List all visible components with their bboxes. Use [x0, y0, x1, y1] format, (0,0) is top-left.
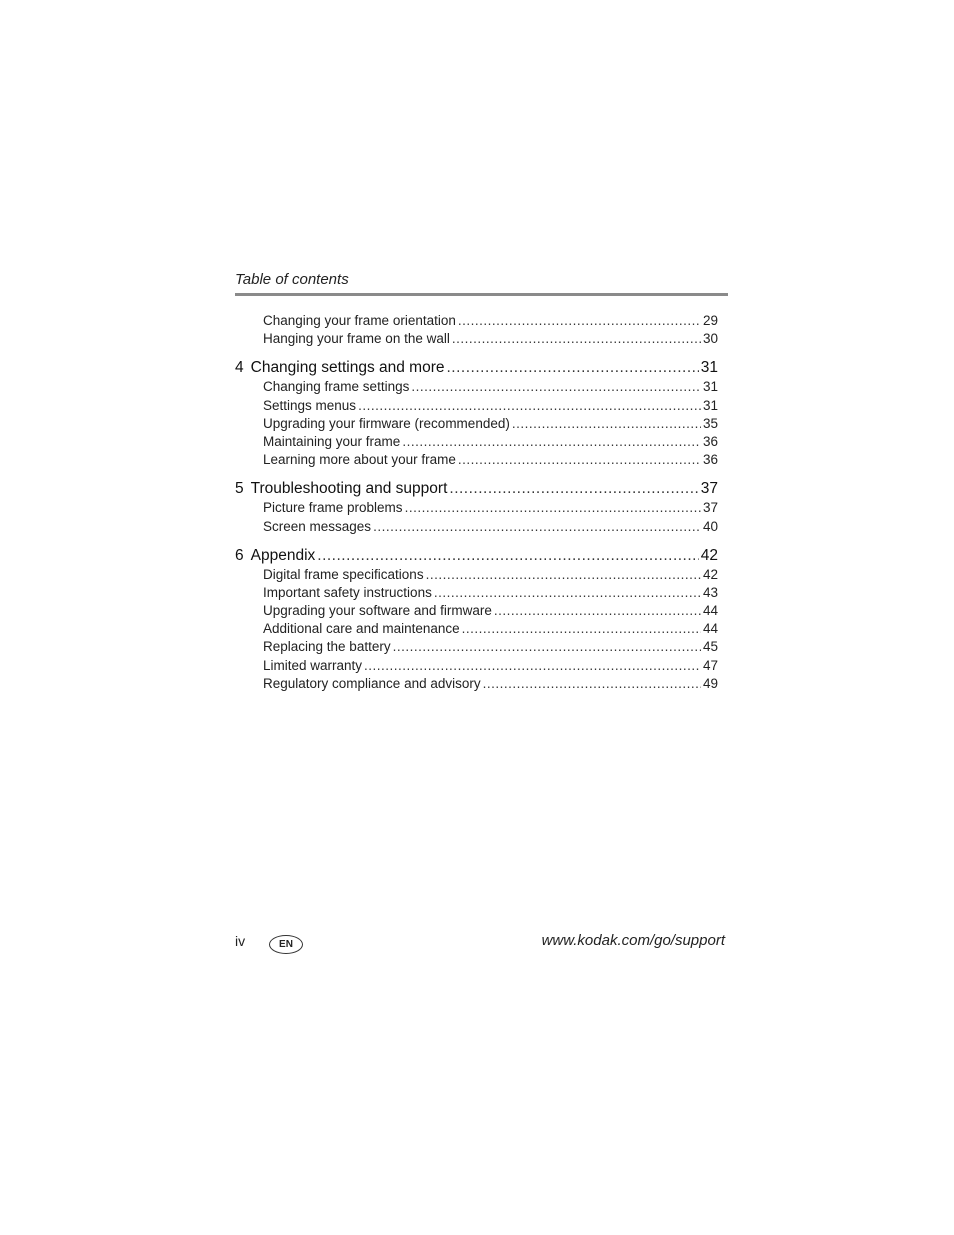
toc-page-number: 43 — [702, 584, 718, 600]
dot-leader — [434, 584, 701, 602]
support-url-link[interactable]: www.kodak.com/go/support — [541, 932, 725, 949]
toc-entry-title: Changing settings and more — [250, 359, 445, 377]
toc-section-entry[interactable] — [235, 415, 718, 433]
toc-page-number: 31 — [702, 397, 718, 413]
toc-page-number: 45 — [702, 639, 718, 655]
toc-page-number: 49 — [702, 675, 718, 691]
table-of-contents — [235, 312, 718, 693]
toc-section-entry[interactable] — [235, 451, 718, 469]
toc-section-entry[interactable] — [235, 584, 718, 602]
toc-entry-title: Troubleshooting and support — [250, 480, 448, 498]
toc-page-number: 36 — [702, 452, 718, 468]
toc-page-number: 31 — [702, 379, 718, 395]
toc-entry-title: Limited warranty — [263, 657, 363, 673]
dot-leader — [449, 479, 698, 499]
dot-leader — [462, 620, 701, 638]
toc-entry-title: Additional care and maintenance — [263, 621, 460, 637]
dot-leader — [452, 330, 701, 348]
dot-leader — [483, 675, 701, 693]
toc-page-number: 37 — [700, 480, 718, 498]
dot-leader — [458, 312, 701, 330]
toc-page-number: 30 — [702, 331, 718, 347]
toc-section-entry[interactable] — [235, 397, 718, 415]
toc-entry-title: Upgrading your software and firmware — [263, 603, 492, 619]
toc-entry-title: Screen messages — [263, 518, 372, 534]
toc-page-number: 42 — [702, 566, 718, 582]
page-header-title: Table of contents — [235, 271, 349, 288]
toc-section-entry[interactable] — [235, 675, 718, 693]
dot-leader — [393, 638, 701, 656]
toc-section-entry[interactable] — [235, 378, 718, 396]
toc-page-number: 37 — [702, 500, 718, 516]
dot-leader — [426, 566, 701, 584]
toc-page-number: 42 — [700, 546, 718, 564]
dot-leader — [512, 415, 701, 433]
dot-leader — [447, 358, 699, 378]
toc-entry-title: Maintaining your frame — [263, 433, 401, 449]
toc-entry-title: Upgrading your firmware (recommended) — [263, 415, 510, 431]
dot-leader — [317, 546, 698, 566]
toc-page-number: 36 — [702, 433, 718, 449]
dot-leader — [405, 499, 701, 517]
toc-section-entry[interactable] — [235, 330, 718, 348]
toc-page-number: 44 — [702, 603, 718, 619]
dot-leader — [402, 433, 701, 451]
toc-section-entry[interactable] — [235, 638, 718, 656]
toc-chapter-entry[interactable] — [235, 358, 718, 378]
toc-chapter-entry[interactable] — [235, 546, 718, 566]
toc-entry-title: Important safety instructions — [263, 584, 432, 600]
dot-leader — [494, 602, 701, 620]
toc-page-number: 31 — [700, 359, 718, 377]
toc-page-number: 47 — [702, 657, 718, 673]
toc-section-entry[interactable] — [235, 499, 718, 517]
toc-section-entry[interactable] — [235, 312, 718, 330]
language-badge: EN — [269, 935, 303, 954]
toc-entry-title: Settings menus — [263, 397, 357, 413]
footer-page-number: iv — [235, 933, 246, 949]
toc-entry-title: Appendix — [250, 546, 316, 564]
toc-entry-title: Hanging your frame on the wall — [263, 331, 450, 347]
toc-section-entry[interactable] — [235, 433, 718, 451]
toc-page-number: 35 — [702, 415, 718, 431]
toc-section-entry[interactable] — [235, 657, 718, 675]
chapter-number: 4 — [235, 359, 244, 377]
toc-entry-title: Learning more about your frame — [263, 452, 456, 468]
dot-leader — [364, 657, 701, 675]
toc-entry-title: Digital frame specifications — [263, 566, 424, 582]
toc-entry-title: Picture frame problems — [263, 500, 403, 516]
toc-entry-title: Replacing the battery — [263, 639, 391, 655]
dot-leader — [458, 451, 701, 469]
dot-leader — [411, 378, 701, 396]
toc-page-number: 29 — [702, 313, 718, 328]
toc-page-number: 40 — [702, 518, 718, 534]
toc-section-entry[interactable] — [235, 566, 718, 584]
dot-leader — [358, 397, 701, 415]
chapter-number: 6 — [235, 546, 244, 564]
toc-entry-title: Changing your frame orientation — [263, 313, 456, 328]
toc-section-entry[interactable] — [235, 620, 718, 638]
toc-entry-title: Regulatory compliance and advisory — [263, 675, 481, 691]
toc-page-number: 44 — [702, 621, 718, 637]
toc-chapter-entry[interactable] — [235, 479, 718, 499]
toc-section-entry[interactable] — [235, 518, 718, 536]
chapter-number: 5 — [235, 480, 244, 498]
toc-section-entry[interactable] — [235, 602, 718, 620]
header-rule — [235, 293, 728, 296]
dot-leader — [373, 518, 701, 536]
toc-entry-title: Changing frame settings — [263, 379, 410, 395]
